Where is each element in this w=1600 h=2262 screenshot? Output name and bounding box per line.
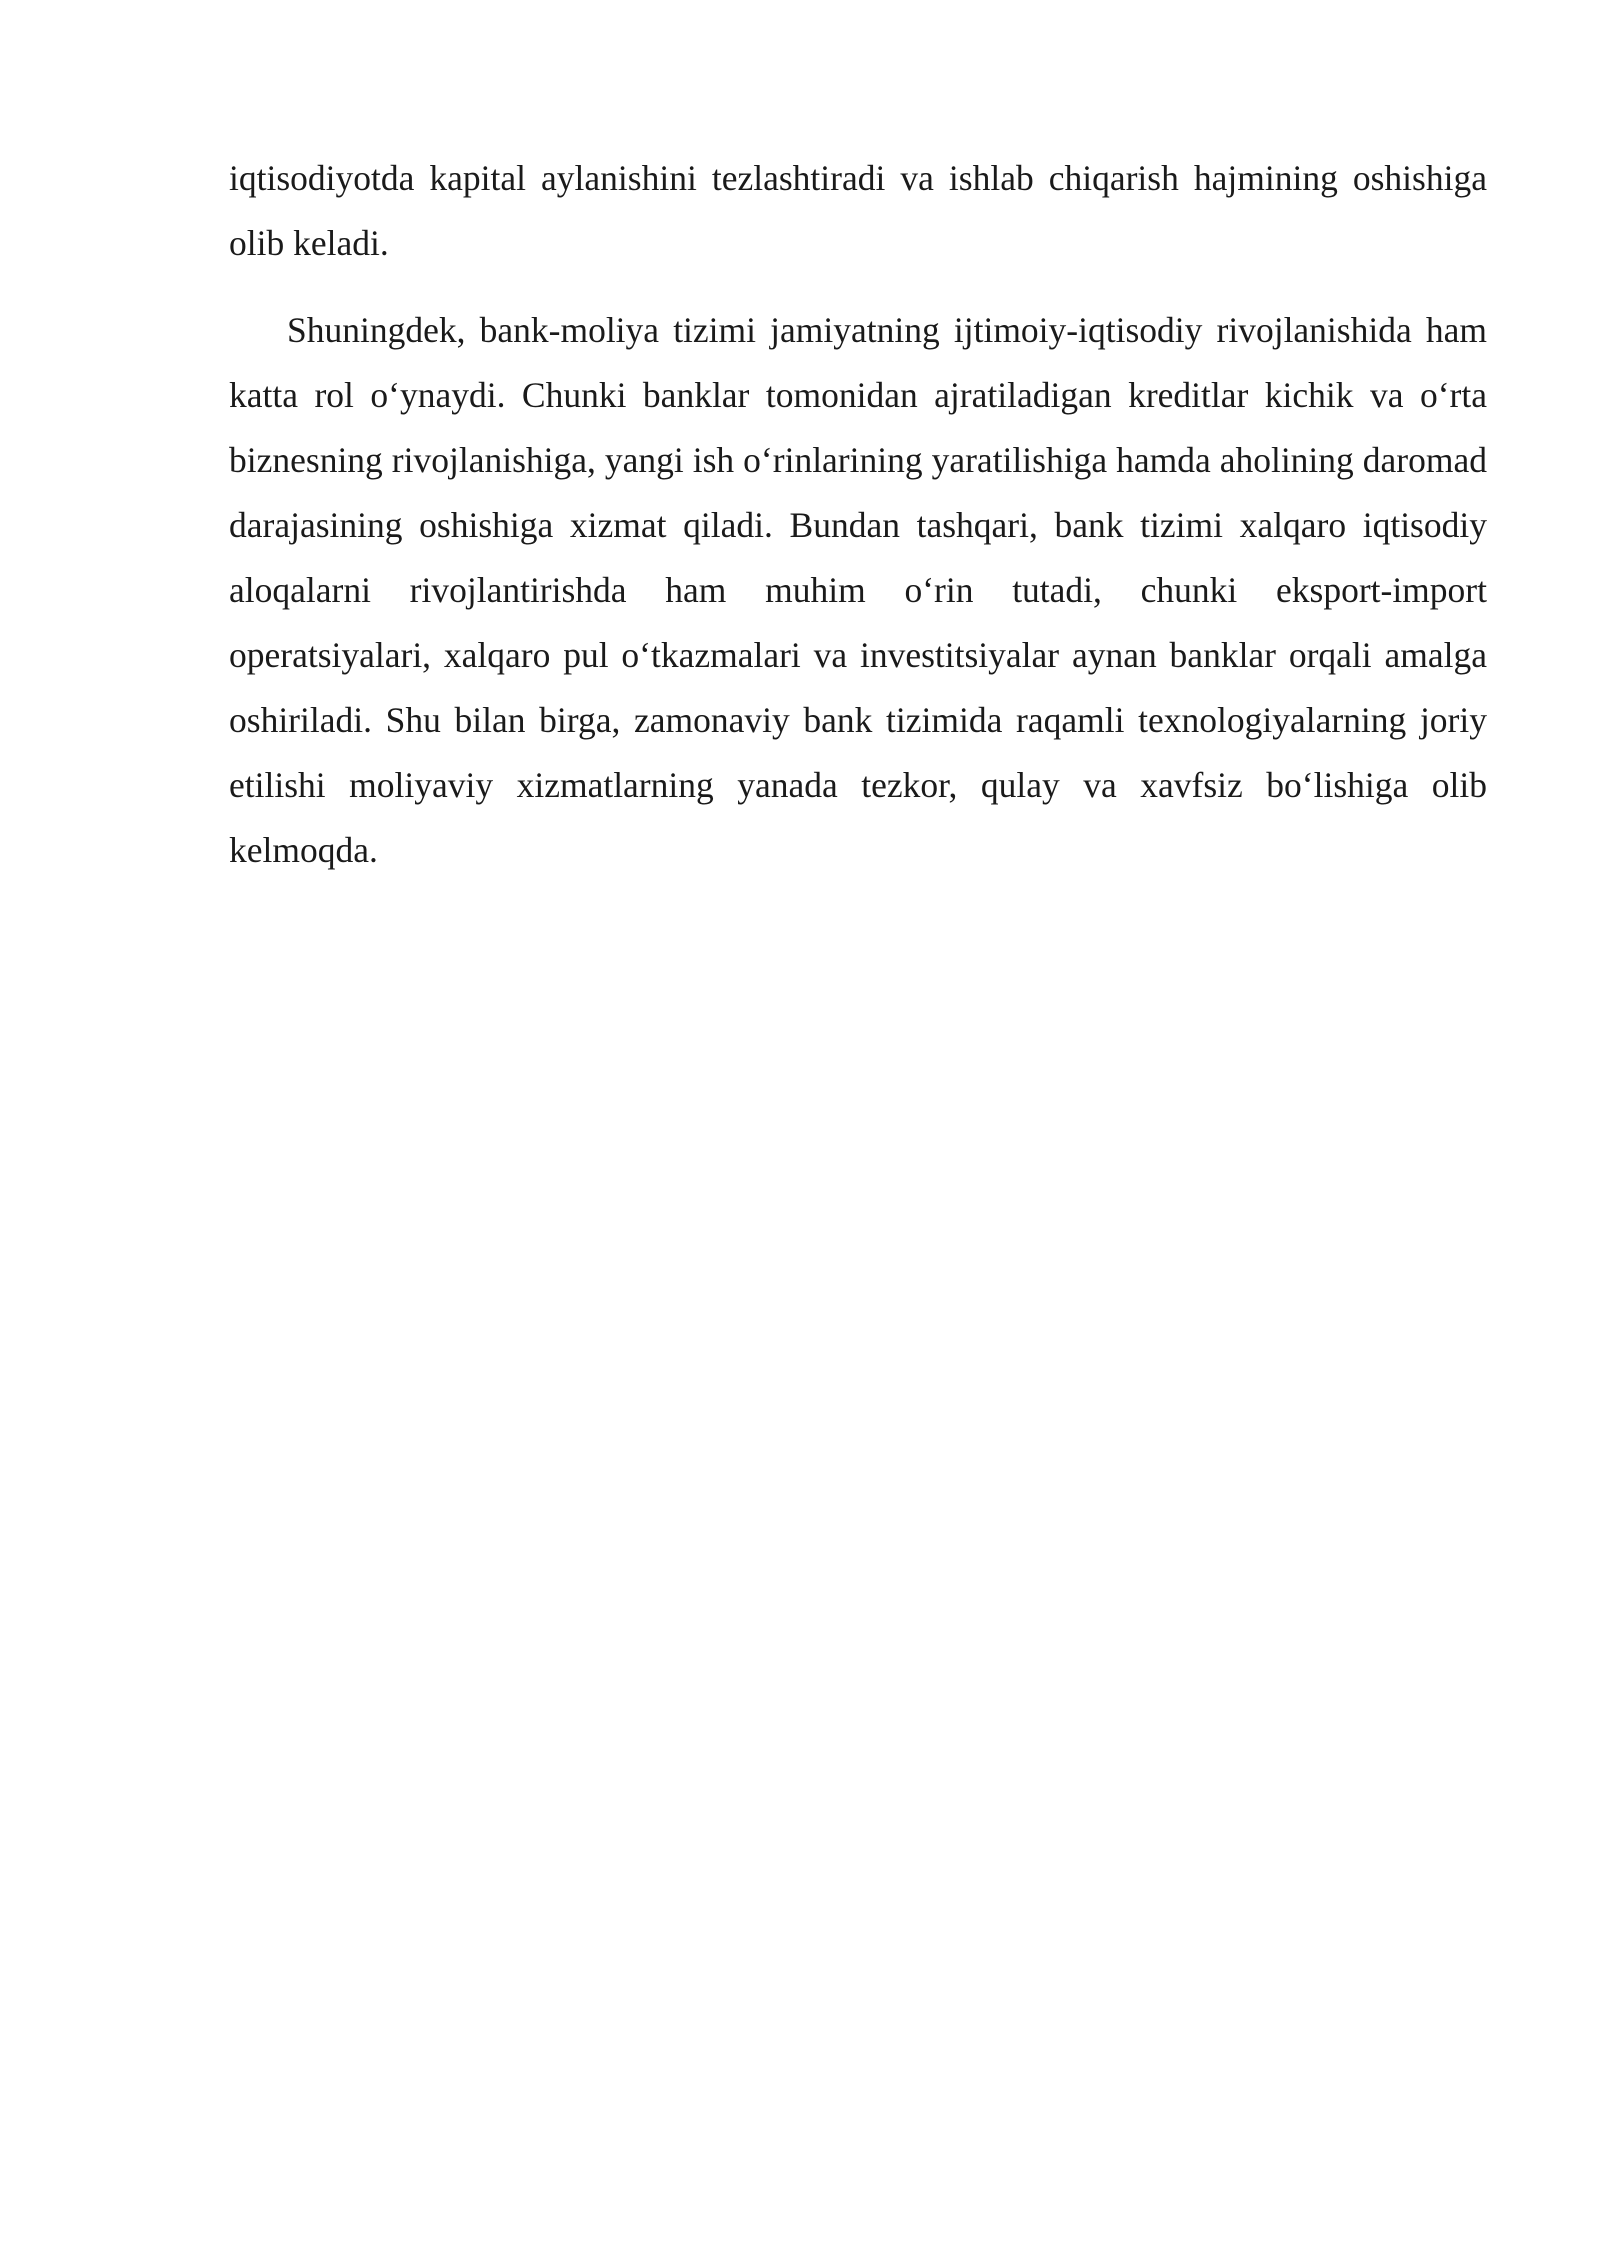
document-body	[229, 146, 1487, 883]
paragraph-continued: iqtisodiyotda kapital aylanishini tezlashtiradi va ishlab chiqarish hajmining oshishiga olib keladi.	[229, 158, 1487, 263]
paragraph-bank-system: Shuningdek, bank-moliya tizimi jamiyatning ijtimoiy-iqtisodiy rivojlanishida ham katta rol o‘ynaydi. Chunki banklar tomonidan ajratiladigan kreditlar kichik va o‘rta biznesning rivojlanishiga, yangi ish o‘rinlarining yaratilishiga hamda aholining daromad darajasining oshishiga xizmat qiladi. Bundan tashqari, bank tizimi xalqaro iqtisodiy aloqalarni rivojlantirishda ham muhim o‘rin tutadi, chunki eksport-import operatsiyalari, xalqaro pul o‘tkazmalari va investitsiyalar aynan banklar orqali amalga oshiriladi. Shu bilan birga, zamonaviy bank tizimida raqamli texnologiyalarning joriy etilishi moliyaviy xizmatlarning yanada tezkor, qulay va xavfsiz bo‘lishiga olib kelmoqda.	[229, 310, 1487, 870]
